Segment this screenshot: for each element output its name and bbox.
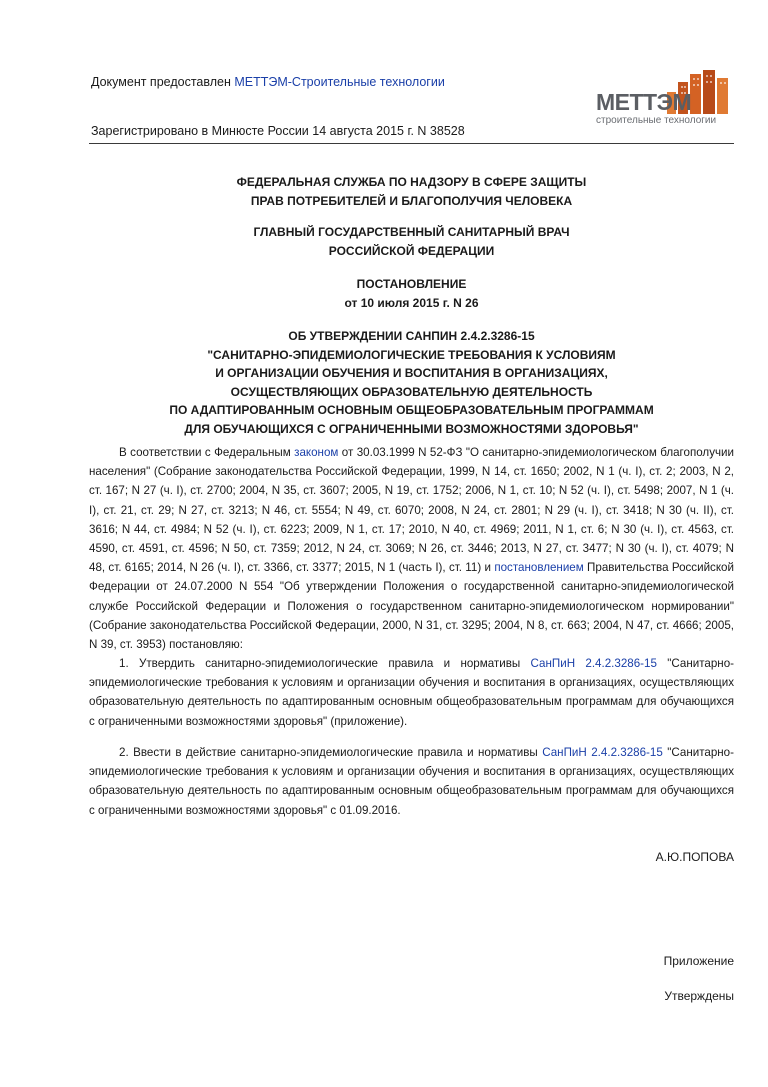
official-heading — [89, 223, 734, 260]
registration-line: Зарегистрировано в Минюсте России 14 августа 2015 г. N 38528 — [91, 124, 465, 138]
document-date: от 10 июля 2015 г. N 26 — [344, 295, 479, 310]
title-line-6: ДЛЯ ОБУЧАЮЩИХСЯ С ОГРАНИЧЕННЫМИ ВОЗМОЖНОСТЯМИ ЗДОРОВЬЯ" — [184, 421, 639, 436]
clause-2-paragraph — [89, 743, 734, 820]
title-line-1: ОБ УТВЕРЖДЕНИИ САНПИН 2.4.2.3286-15 — [288, 329, 535, 343]
title-line-2: "САНИТАРНО-ЭПИДЕМИОЛОГИЧЕСКИЕ ТРЕБОВАНИЯ К УСЛОВИЯМ — [207, 347, 616, 362]
title-line-5: ПО АДАПТИРОВАННЫМ ОСНОВНЫМ ОБЩЕОБРАЗОВАТЕЛЬНЫМ ПРОГРАММАМ — [169, 403, 654, 417]
appendix-label: Приложение — [663, 954, 734, 968]
clause-1-paragraph — [89, 654, 734, 731]
signature: А.Ю.ПОПОВА — [655, 850, 734, 864]
sanpin-link-2[interactable]: СанПиН 2.4.2.3286-15 — [542, 746, 663, 759]
logo-name: МЕТТЭМ — [596, 89, 692, 115]
preamble-text-3: Правительства Российской Федерации от 24.07.2000 N 554 "Об утверждении Положения о государственной санитарно-эпидемиологической службе Российской Федерации и Положения о государственном санитарно-эпидемиологическом нормировании" (Собрание законодательства Российской Федерации, 2000, N 31, ст. 3295; 2004, N 8, ст. 663; 2004, N 47, ст. 4666; 2005, N 39, ст. 3953) постановляю: — [89, 561, 734, 652]
clause-2-text-2: "Санитарно-эпидемиологические требования к условиям и организации обучения и воспитания в организациях, осуществляющих образовательную деятельность по адаптированным основным общеобразовательным программам для обучающихся с ограниченными возможностями здоровья" с 01.09.2016. — [89, 746, 734, 817]
logo-tagline: строительные технологии — [596, 115, 717, 126]
provider-link[interactable]: МЕТТЭМ-Строительные технологии — [234, 75, 445, 89]
sanpin-link-1[interactable]: СанПиН 2.4.2.3286-15 — [530, 657, 657, 670]
provided-by-line — [91, 74, 445, 90]
title-line-3: И ОРГАНИЗАЦИИ ОБУЧЕНИЯ И ВОСПИТАНИЯ В ОРГАНИЗАЦИЯХ, — [215, 366, 608, 380]
header-divider — [89, 143, 734, 144]
approved-label: Утверждены — [664, 989, 734, 1003]
agency-line-1: ФЕДЕРАЛЬНАЯ СЛУЖБА ПО НАДЗОРУ В СФЕРЕ ЗАЩИТЫ — [236, 175, 587, 189]
document-type: ПОСТАНОВЛЕНИЕ — [356, 277, 467, 291]
company-logo — [592, 70, 737, 132]
official-line-2: РОССИЙСКОЙ ФЕДЕРАЦИИ — [328, 243, 495, 258]
official-line-1: ГЛАВНЫЙ ГОСУДАРСТВЕННЫЙ САНИТАРНЫЙ ВРАЧ — [253, 225, 570, 239]
preamble-paragraph — [89, 443, 734, 654]
agency-line-2: ПРАВ ПОТРЕБИТЕЛЕЙ И БЛАГОПОЛУЧИЯ ЧЕЛОВЕКА — [250, 193, 573, 208]
government-decree-link[interactable]: постановлением — [494, 561, 584, 575]
clause-1-text-1: 1. Утвердить санитарно-эпидемиологические правила и нормативы — [119, 657, 531, 670]
clause-1-text-2: "Санитарно-эпидемиологические требования к условиям и организации обучения и воспитания в организациях, осуществляющих образовательную деятельность по адаптированным основным общеобразовательным программам для обучающихся с ограниченными возможностями здоровья" (приложение). — [89, 657, 735, 728]
preamble-text-2: от 30.03.1999 N 52-ФЗ "О санитарно-эпидемиологическом благополучии населения" (Собрание законодательства Российской Федерации, 1999, N 14, ст. 1650; 2002, N 1 (ч. I), ст. 2; 2003, N 2, ст. 167; N 27 (ч. I), ст. 2700; 2004, N 35, ст. 3607; 2005, N 19, ст. 1752; 2006, N 1, ст. 10; N 52 (ч. I), ст. 5498; 2007, N 1 (ч. I), ст. 21, ст. 29; N 27, ст. 3213; N 46, ст. 5554; N 49, ст. 6070; 2008, N 24, ст. 2801; N 29 (ч. I), ст. 3418; N 30 (ч. II), ст. 3616; N 44, ст. 4984; N 52 (ч. I), ст. 6223; 2009, N 1, ст. 17; 2010, N 40, ст. 4969; 2011, N 1, ст. 6; N 30 (ч. I), ст. 4563, ст. 4590, ст. 4591, ст. 4596; N 50, ст. 7359; 2012, N 24, ст. 3069; N 26, ст. 3446; 2013, N 27, ст. 3477; N 30 (ч. I), ст. 4079; N 48, ст. 6165; 2014, N 26 (ч. I), ст. 3366, ст. 3377; 2015, N 1 (часть I), ст. 11) и — [89, 446, 734, 575]
title-line-4: ОСУЩЕСТВЛЯЮЩИХ ОБРАЗОВАТЕЛЬНУЮ ДЕЯТЕЛЬНОСТЬ — [230, 384, 593, 399]
federal-law-link[interactable]: законом — [294, 446, 339, 459]
clause-2-text-1: 2. Ввести в действие санитарно-эпидемиологические правила и нормативы — [119, 746, 543, 759]
document-type-heading — [89, 275, 734, 312]
document-title — [89, 327, 734, 438]
agency-heading — [89, 173, 734, 210]
preamble-text-1: В соответствии с Федеральным — [119, 446, 295, 459]
provided-by-text: Документ предоставлен — [91, 75, 235, 89]
